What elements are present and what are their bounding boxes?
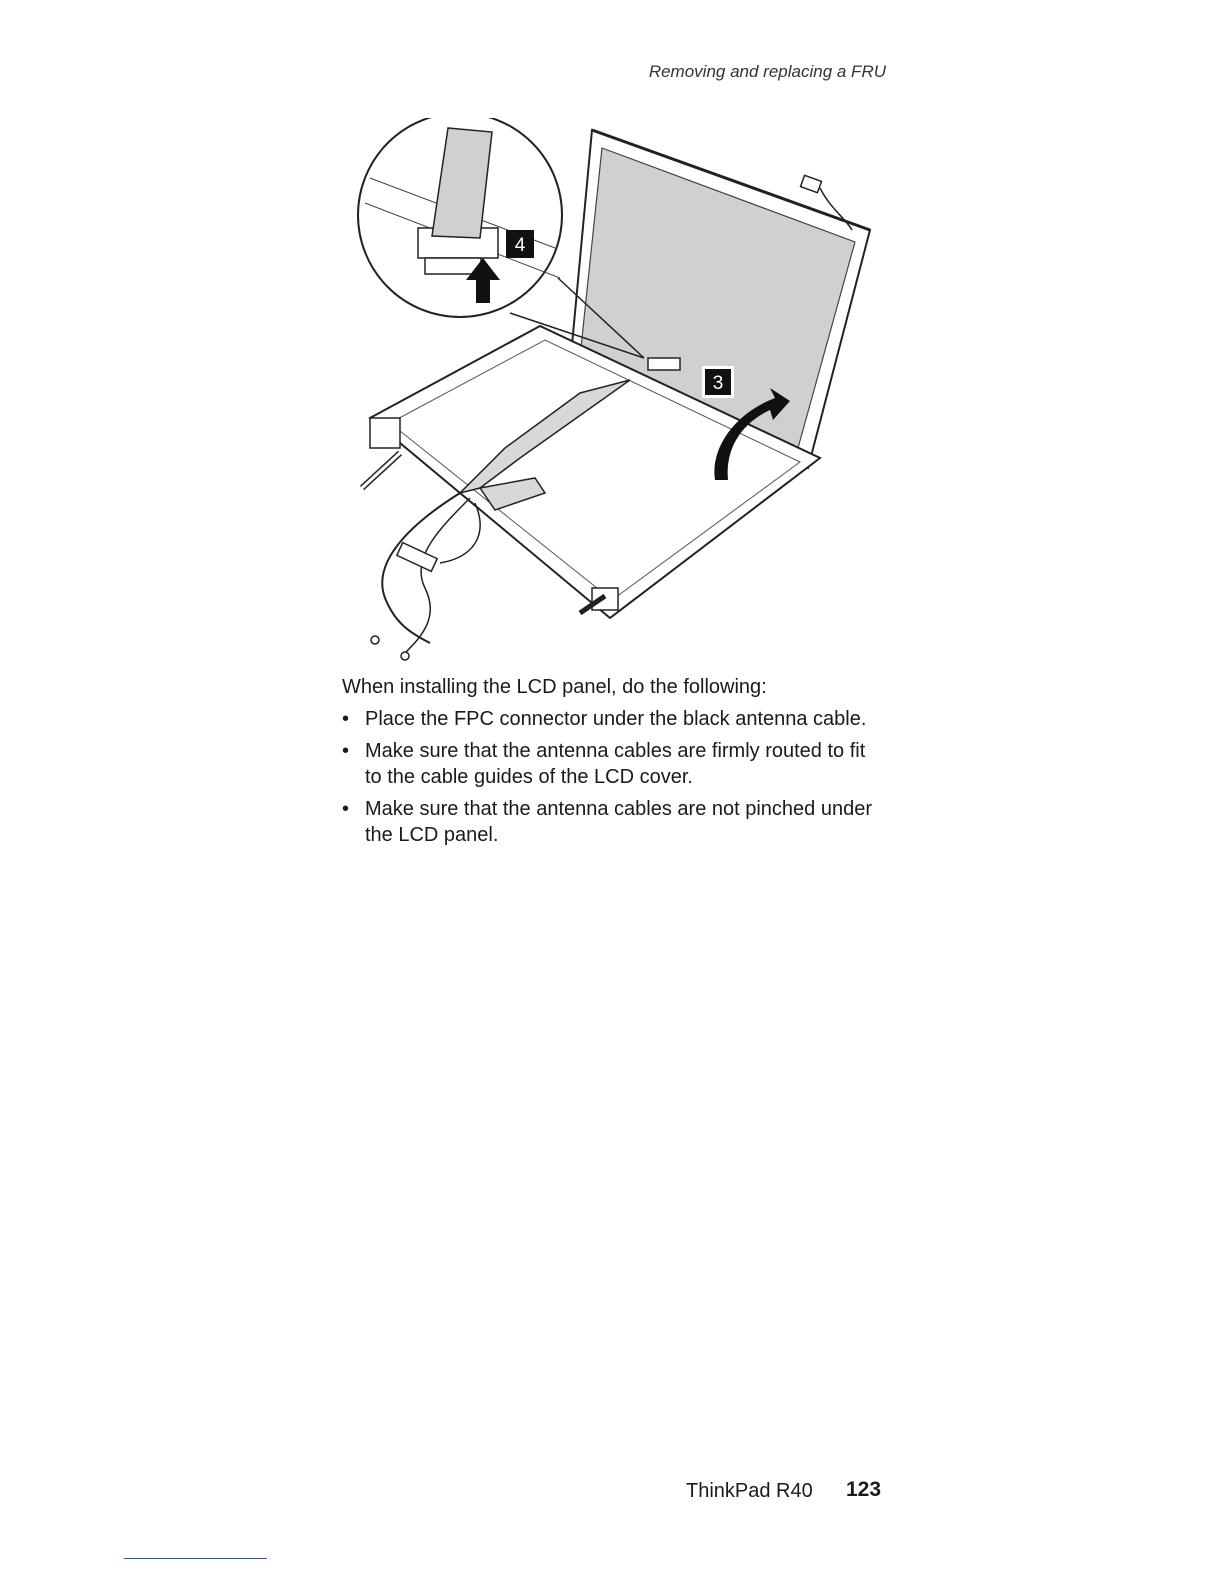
lcd-removal-figure xyxy=(330,118,890,668)
callout-4-label: 4 xyxy=(514,235,526,256)
running-header: Removing and replacing a FRU xyxy=(648,62,886,81)
footer-product-name: ThinkPad R40 xyxy=(686,1480,813,1502)
installation-intro: When installing the LCD panel, do the following: xyxy=(342,676,767,698)
left-hinge xyxy=(370,418,400,448)
list-item xyxy=(342,796,882,848)
callout-3 xyxy=(702,366,734,398)
antenna-connector xyxy=(397,543,437,572)
footer-link-rule xyxy=(124,1558,267,1559)
callout-3-label: 3 xyxy=(712,373,724,394)
page-number: 123 xyxy=(846,1478,882,1501)
antenna-cable-gray xyxy=(405,498,470,653)
installation-steps xyxy=(342,706,882,854)
list-item xyxy=(342,706,882,732)
bullet-glyph: • xyxy=(342,798,350,820)
list-item-text: Make sure that the antenna cables are firmly routed to fit to the cable guides of the LCD cover. xyxy=(365,740,866,788)
bullet-glyph: • xyxy=(342,708,350,730)
callout-4 xyxy=(506,230,534,258)
list-item xyxy=(342,738,882,790)
bullet-glyph: • xyxy=(342,740,350,762)
list-item-text: Make sure that the antenna cables are not pinched under the LCD panel. xyxy=(365,798,873,846)
lcd-panel-removal-illustration xyxy=(330,118,890,668)
list-item-text: Place the FPC connector under the black antenna cable. xyxy=(365,708,867,730)
